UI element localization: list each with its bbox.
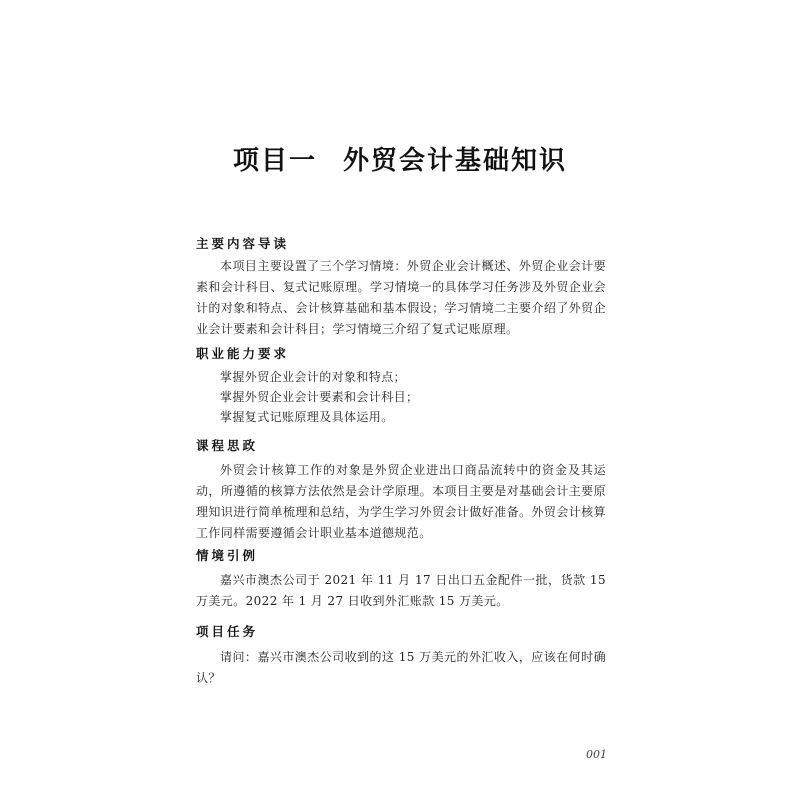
- section-text-scenario: 嘉兴市澳杰公司于 2021 年 11 月 17 日出口五金配件一批，货款 15 万美元。2022 年 1 月 27 日收到外汇账款 15 万美元。: [196, 573, 606, 608]
- ability-item-3: 掌握复式记账原理及具体运用。: [220, 410, 394, 424]
- section-text-ideology: 外贸会计核算工作的对象是外贸企业进出口商品流转中的资金及其运动，所遵循的核算方法依然是会计学原理。本项目主要是对基础会计主要原理知识进行简单梳理和总结，为学生学习外贸会计做好准备。外贸会计核算工作同样需要遵循会计职业基本道德规范。: [196, 463, 606, 540]
- section-text-task: 请问：嘉兴市澳杰公司收到的这 15 万美元的外汇收入，应该在何时确认？: [196, 650, 606, 685]
- chapter-title: [0, 140, 800, 177]
- page-number: 001: [586, 748, 607, 761]
- section-heading-ability: 职业能力要求: [196, 346, 290, 361]
- ability-item-1: 掌握外贸企业会计的对象和特点；: [220, 370, 407, 384]
- section-heading-scenario: 情境引例: [196, 548, 259, 563]
- section-heading-intro: 主要内容导读: [196, 236, 290, 251]
- chapter-name: 外贸会计基础知识: [343, 146, 568, 176]
- section-heading-task: 项目任务: [196, 624, 259, 639]
- ability-item-2: 掌握外贸企业会计要素和会计科目；: [220, 390, 419, 404]
- section-text-intro: 本项目主要设置了三个学习情境：外贸企业会计概述、外贸企业会计要素和会计科目、复式记账原理。学习情境一的具体学习任务涉及外贸企业会计的对象和特点、会计核算基础和基本假设；学习情境二主要介绍了外贸企业会计要素和会计科目；学习情境三介绍了复式记账原理。: [196, 259, 606, 336]
- section-heading-ideology: 课程思政: [196, 438, 259, 453]
- chapter-number: 项目一: [232, 146, 317, 176]
